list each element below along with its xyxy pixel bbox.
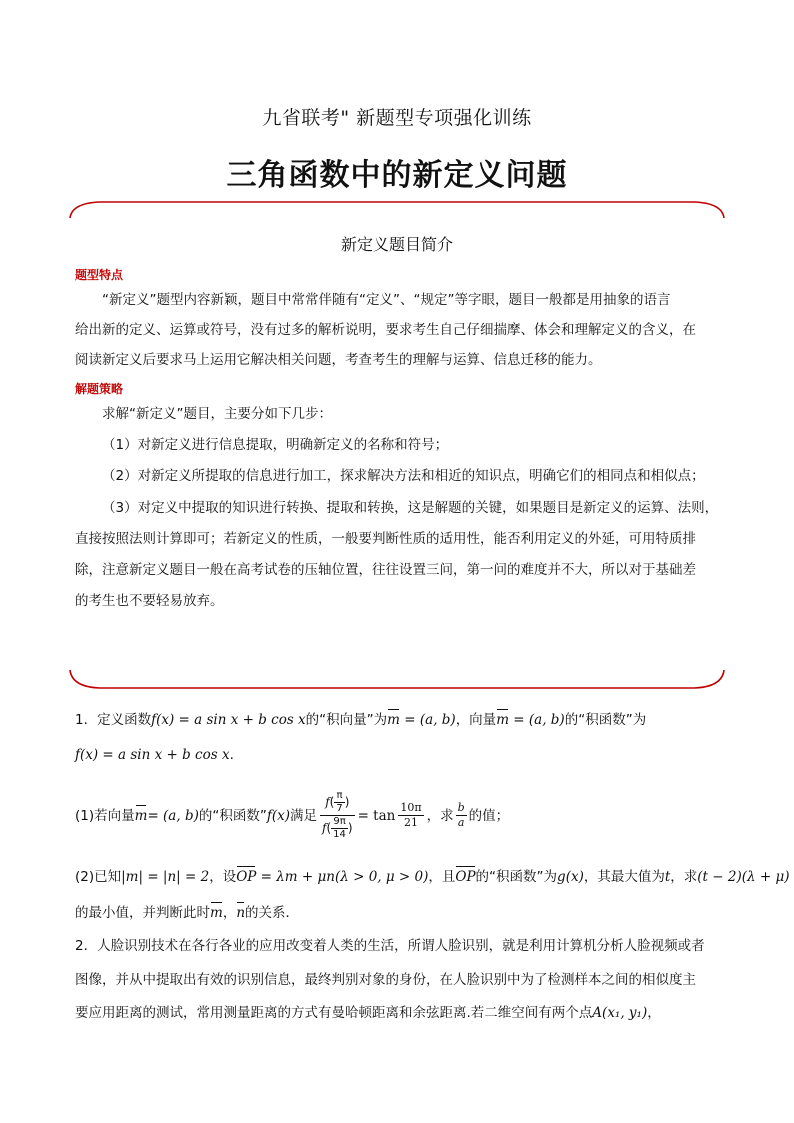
q1-target-expression: (t − 2)(λ + μ) xyxy=(697,869,790,885)
frame-top-curve xyxy=(70,202,724,218)
vector-n: n xyxy=(236,905,246,921)
q2-line-1: 2．人脸识别技术在各行各业的应用改变着人类的生活，所谓人脸识别，就是利用计算机分析人脸视频或者 xyxy=(75,938,705,954)
vector-op: OP xyxy=(455,869,476,885)
q1-ratio-fraction: f( $\frac{\pi}{7}$ ) f( $\frac{9\pi}{14}$ ) xyxy=(322,790,353,840)
q1-line-1: 1．定义函数f(x) = a sin x + b cos x的“积向量”为m = (a, b)，向量m = (a, b)的“积函数”为 xyxy=(75,712,647,728)
q1-part-2-line-1: (2)已知|m| = |n| = 2，设OP = λm + μn(λ > 0, μ > 0)，且OP的“积函数”为g(x)，其最大值为t，求(t − 2)(λ + μ) xyxy=(75,869,790,885)
page-title: 三角函数中的新定义问题 xyxy=(226,158,568,193)
strategy-step-1: （1）对新定义进行信息提取，明确新定义的名称和符号； xyxy=(102,437,449,453)
frame-bottom-curve xyxy=(70,670,724,688)
strategy-step-3-line-1: （3）对定义中提取的知识进行转换、提取和转换，这是解题的关键，如果题目是新定义的运算、法则， xyxy=(102,500,719,516)
q1-line-2: f(x) = a sin x + b cos x. xyxy=(75,747,234,763)
q1-product-function: f(x) = a sin x + b cos x xyxy=(75,747,230,763)
strategy-step-3-line-4: 的考生也不要轻易放弃。 xyxy=(75,593,224,609)
intro-box-title: 新定义题目简介 xyxy=(340,235,453,254)
q1-part-2-line-2: 的最小值，并判断此时m，n的关系． xyxy=(75,905,300,921)
tag-strategy: 解题策略 xyxy=(75,382,124,396)
strategy-step-3-line-2: 直接按照法则计算即可；若新定义的性质，一般要判断性质的适用性，能否利用定义的外延，可用特质排 xyxy=(75,531,696,547)
page-subtitle: 九省联考" 新题型专项强化训练 xyxy=(262,107,532,129)
vector-m: m xyxy=(134,807,148,824)
q1-part-1: (1)若向量 m = (a, b) 的“积函数” f(x) 满足 f( $\frac{\pi}{7}$ ) f( $\frac{9\pi}{14}$ ) = tan $\frac{10\pi}{21}$ ，求 $\frac{b}{a}$ 的值； xyxy=(75,790,510,840)
strategy-step-3-line-3: 除，注意新定义题目一般在高考试卷的压轴位置，往往设置三问，第一问的难度并不大，所以对于基础差 xyxy=(75,562,696,578)
q2-point-a: A(x₁, y₁) xyxy=(592,1005,648,1021)
vector-m: m xyxy=(387,712,400,728)
strategy-step-2: （2）对新定义所提取的信息进行加工，探求解决方法和相近的知识点，明确它们的相同点和相似点； xyxy=(102,468,705,484)
vector-norms: |m| = |n| = 2 xyxy=(121,869,210,885)
intro-paragraph-line-1: “新定义”题型内容新颖，题目中常常伴随有“定义”、“规定”等字眼，题目一般都是用抽象的语言 xyxy=(102,292,671,308)
q1-tan-argument: $\frac{10\pi}{21}$ xyxy=(400,801,422,829)
q1-b-over-a: $\frac{b}{a}$ xyxy=(457,801,465,829)
q2-line-2: 图像，并从中提取出有效的识别信息，最终判别对象的身份，在人脸识别中为了检测样本之间的相似度主 xyxy=(75,972,696,988)
q2-line-3: 要应用距离的测试，常用测量距离的方式有曼哈顿距离和余弦距离.若二维空间有两个点A(x₁, y₁)， xyxy=(75,1005,661,1021)
tag-question-type: 题型特点 xyxy=(75,268,124,282)
vector-m: m xyxy=(496,712,509,728)
q1-number: 1． xyxy=(75,712,98,728)
vector-m: m xyxy=(210,905,223,921)
intro-paragraph-line-3: 阅读新定义后要求马上运用它解决相关问题，考查考生的理解与运算、信息迁移的能力。 xyxy=(75,352,602,368)
vector-op: OP xyxy=(236,869,257,885)
intro-paragraph-line-2: 给出新的定义、运算或符号，没有过多的解析说明，要求考生自己仔细揣摩、体会和理解定义的含义，在 xyxy=(75,322,696,338)
strategy-lead: 求解“新定义”题目，主要分如下几步： xyxy=(102,406,332,422)
q1-function-definition: f(x) = a sin x + b cos x xyxy=(151,712,306,728)
